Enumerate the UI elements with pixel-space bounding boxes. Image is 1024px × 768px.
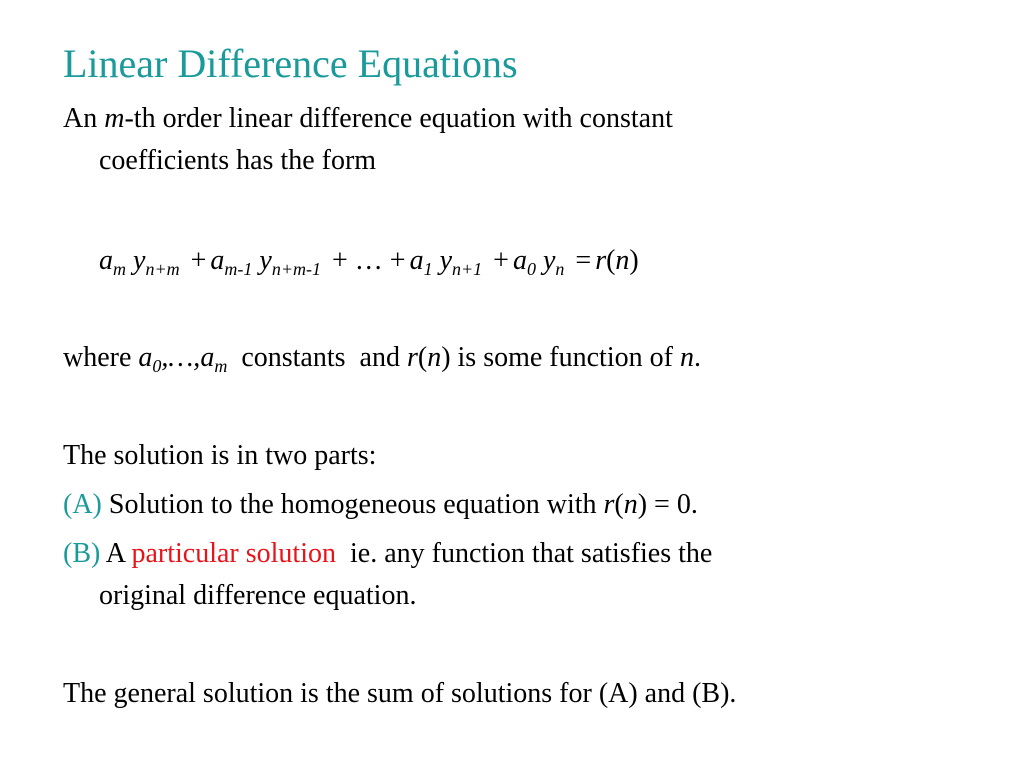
function-r: r	[406, 342, 418, 373]
part-b-label: (B)	[63, 538, 101, 569]
part-a-label: (A)	[63, 489, 102, 520]
slide-title: Linear Difference Equations	[63, 41, 518, 86]
function-r: r	[603, 489, 615, 520]
where-word: where	[63, 342, 139, 373]
part-a-tail: ) = 0.	[637, 489, 698, 520]
where-line	[63, 338, 701, 378]
sub-n-plus-1: n+1	[452, 259, 483, 279]
plus-sign: +	[190, 245, 207, 276]
intro-m-variable: m	[104, 103, 125, 134]
left-paren: (	[606, 245, 616, 276]
left-paren: (	[417, 342, 428, 373]
right-paren: )	[629, 245, 639, 276]
term-y-n: y	[542, 245, 556, 276]
part-b-a-text: A	[100, 538, 132, 569]
variable-n: n	[427, 342, 442, 373]
constants-text: constants and	[227, 342, 407, 373]
left-paren: (	[614, 489, 624, 520]
part-b-text: ie. any function that satisfies the	[335, 538, 713, 569]
sub-1: 1	[423, 259, 433, 279]
coefficient-am-1: a	[210, 245, 225, 276]
coefficient-a1: a	[409, 245, 424, 276]
sub-n-plus-m: n+m	[145, 259, 180, 279]
part-b-line-1	[63, 534, 712, 574]
intro-line-2: coefficients has the form	[99, 145, 377, 176]
coefficient-a0: a	[512, 245, 527, 276]
sub-m: m	[113, 259, 126, 279]
period: .	[693, 342, 701, 373]
conclusion: The general solution is the sum of solutions for (A) and (B).	[63, 678, 737, 709]
variable-n: n	[615, 245, 630, 276]
variable-n: n	[623, 489, 638, 520]
term-y-n-plus-m-minus-1: y	[259, 245, 272, 276]
particular-solution-highlight: particular solution	[131, 538, 336, 569]
part-b-line-2: original difference equation.	[99, 580, 417, 611]
intro-text: -th order linear difference equation with constant	[124, 103, 673, 134]
sub-0: 0	[152, 356, 162, 376]
sub-n: n	[555, 259, 565, 279]
coefficient-am: a	[200, 342, 215, 373]
function-text: ) is some function of	[441, 342, 680, 373]
function-r: r	[595, 245, 607, 276]
sub-m-minus-1: m-1	[224, 259, 253, 279]
solution-intro: The solution is in two parts:	[63, 440, 377, 471]
term-y-n-plus-1: y	[439, 245, 452, 276]
sub-m: m	[214, 356, 228, 376]
plus-sign: +	[493, 245, 509, 276]
sub-0: 0	[526, 259, 536, 279]
difference-equation	[99, 241, 639, 281]
ellipsis: + … +	[331, 245, 406, 276]
equals-sign: =	[575, 245, 592, 276]
part-a	[63, 485, 698, 525]
sub-n-plus-m-minus-1: n+m-1	[271, 259, 321, 279]
intro-prefix: An	[63, 103, 105, 134]
part-a-text: Solution to the homogeneous equation with	[101, 489, 604, 520]
intro-line-1	[63, 99, 673, 139]
ellipsis-comma: ,…,	[161, 342, 201, 373]
coefficient-a0: a	[138, 342, 153, 373]
term-y-n-plus-m: y	[133, 245, 146, 276]
coefficient-am: a	[99, 245, 113, 276]
variable-n: n	[679, 342, 694, 373]
